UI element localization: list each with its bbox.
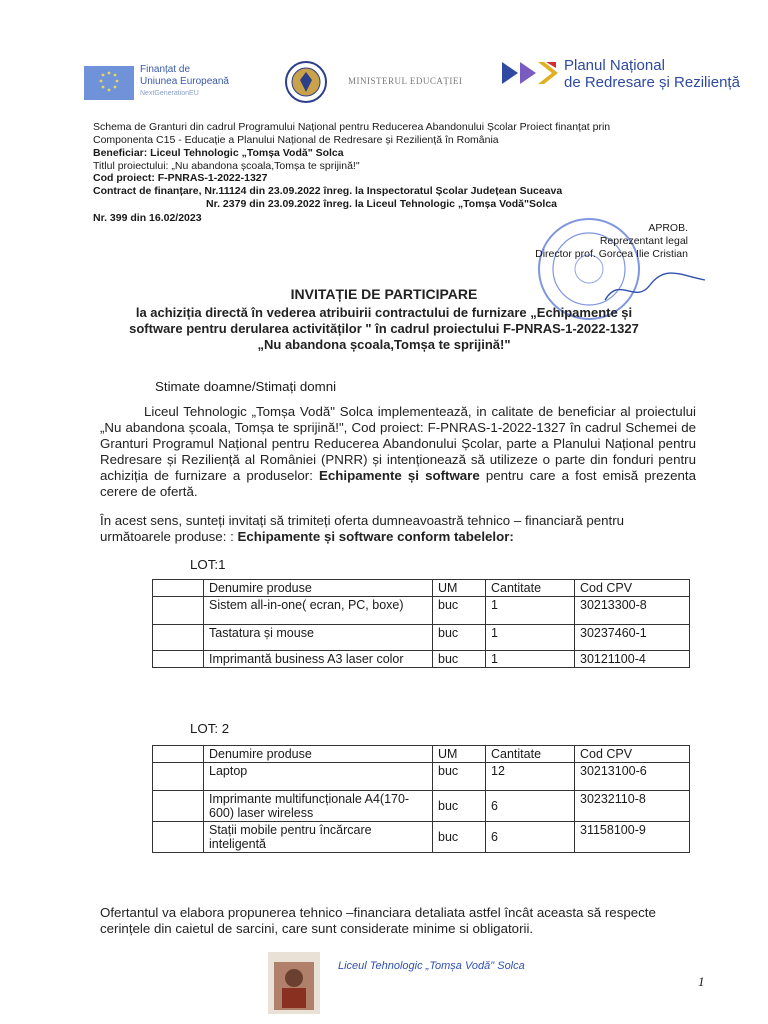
lot-2-table <box>152 745 690 853</box>
table-cell: Sistem all-in-one( ecran, PC, boxe) <box>204 597 433 625</box>
table-cell <box>153 822 204 853</box>
table-cell <box>153 746 204 763</box>
eu-line-1: Finanțat de <box>140 64 191 75</box>
table-cell: buc <box>433 822 486 853</box>
table-header-row <box>153 580 690 597</box>
table-cell: UM <box>433 580 486 597</box>
table-row <box>153 822 690 853</box>
table-row <box>153 625 690 651</box>
eu-line-3: NextGenerationEU <box>140 90 199 97</box>
page-number: 1 <box>698 974 705 989</box>
table-cell <box>153 763 204 791</box>
document-subtitle <box>0 305 768 353</box>
table-cell: 1 <box>486 597 575 625</box>
table-cell: 30121100-4 <box>575 651 690 668</box>
table-cell <box>153 625 204 651</box>
table-cell <box>153 580 204 597</box>
table-cell: 30237460-1 <box>575 625 690 651</box>
lot-1-label: LOT:1 <box>190 557 226 572</box>
subtitle-line-3: „Nu abandona școala,Tomșa te sprijină!" <box>257 337 511 352</box>
table-cell: Tastatura și mouse <box>204 625 433 651</box>
document-title: INVITAȚIE DE PARTICIPARE <box>290 286 478 302</box>
table-cell: buc <box>433 651 486 668</box>
table-cell: 6 <box>486 791 575 822</box>
intro-line-3: Beneficiar: Liceul Tehnologic „Tomșa Vodă" Solca <box>93 147 344 159</box>
invite-bold: Echipamente și software conform tabelelor: <box>237 529 514 544</box>
intro-line-7: Nr. 2379 din 23.09.2022 înreg. la Liceul Tehnologic „Tomșa Vodă"Solca <box>206 198 558 210</box>
table-header-row <box>153 746 690 763</box>
table-row <box>153 651 690 668</box>
table-cell: 1 <box>486 625 575 651</box>
invite-paragraph <box>100 513 696 545</box>
table-cell: buc <box>433 625 486 651</box>
pnrr-arrows-icon <box>500 58 560 88</box>
eu-logo-text <box>140 64 229 100</box>
table-cell: 1 <box>486 651 575 668</box>
subtitle-line-2: software pentru derularea activităților " în cadrul proiectului F-PNRAS-1-2022-1327 <box>129 321 639 336</box>
intro-line-8: Nr. 399 din 16.02/2023 <box>93 212 202 224</box>
body-paragraph <box>100 404 696 500</box>
table-cell <box>153 791 204 822</box>
table-cell: Imprimantă business A3 laser color <box>204 651 433 668</box>
founder-portrait-image <box>268 952 320 1014</box>
footer-school-name: Liceul Tehnologic „Tomșa Vodă" Solca <box>338 960 525 972</box>
table-cell: 30213300-8 <box>575 597 690 625</box>
ministry-label: MINISTERUL EDUCAȚIEI <box>348 76 463 86</box>
table-cell: 6 <box>486 822 575 853</box>
table-cell: Imprimante multifuncționale A4(170-600) laser wireless <box>204 791 433 822</box>
pnrr-line-1: Planul Național <box>564 57 665 74</box>
table-cell: buc <box>433 597 486 625</box>
intro-line-2: Componenta C15 - Educație a Planului Național de Redresare și Reziliență în România <box>93 134 499 146</box>
greeting: Stimate doamne/Stimați domni <box>155 379 337 394</box>
table-cell: 30213100-6 <box>575 763 690 791</box>
body-paragraph-bold: Echipamente și software <box>319 468 480 483</box>
table-cell: Laptop <box>204 763 433 791</box>
table-cell: Stații mobile pentru încărcare inteligentă <box>204 822 433 853</box>
table-cell: buc <box>433 763 486 791</box>
table-cell: 31158100-9 <box>575 822 690 853</box>
table-cell: Cod CPV <box>575 580 690 597</box>
lot-1-table <box>152 579 690 668</box>
pnrr-text <box>564 57 740 91</box>
table-row <box>153 791 690 822</box>
table-cell: Cantitate <box>486 746 575 763</box>
romania-crest-icon <box>284 60 328 104</box>
intro-line-6: Contract de finanțare, Nr.11124 din 23.09.2022 înreg. la Inspectoratul Școlar Județean Suceava <box>93 185 563 197</box>
table-cell <box>153 651 204 668</box>
table-cell: UM <box>433 746 486 763</box>
table-cell: 30232110-8 <box>575 791 690 822</box>
table-cell: Denumire produse <box>204 580 433 597</box>
approval-line-2: Reprezentant legal <box>599 235 688 247</box>
pnrr-line-2: de Redresare și Reziliență <box>564 74 740 91</box>
eu-line-2: Uniunea Europeană <box>140 76 229 87</box>
table-cell <box>153 597 204 625</box>
body-paragraph-tail: pentru care a fost emisă prezenta cerere de ofertă. <box>100 468 697 499</box>
table-cell: Cod CPV <box>575 746 690 763</box>
approval-line-3: Director prof. Gorcea Ilie Cristian <box>535 248 688 260</box>
table-cell: Cantitate <box>486 580 575 597</box>
intro-line-1: Schema de Granturi din cadrul Programului Național pentru Reducerea Abandonului Școlar Proiect finanțat prin <box>93 121 611 133</box>
subtitle-line-1: la achiziția directă în vederea atribuirii contractului de furnizare „Echipamente și <box>135 305 633 320</box>
eu-flag-logo <box>84 66 134 100</box>
table-row <box>153 597 690 625</box>
approval-line-1: APROB. <box>648 222 688 234</box>
table-row <box>153 763 690 791</box>
intro-line-5: Cod proiect: F-PNRAS-1-2022-1327 <box>93 172 268 184</box>
table-cell: buc <box>433 791 486 822</box>
table-cell: Denumire produse <box>204 746 433 763</box>
table-cell: 12 <box>486 763 575 791</box>
body-paragraph-text: Liceul Tehnologic „Tomșa Vodă" Solca implementează, in calitate de beneficiar al proiectului „Nu abandona școala, Tomșa te sprijină!", Cod proiect: F-PNRAS-1-2022-1327 în cadrul Schemei de Granturi Programul Național pentru Reducerea Abandonului Școlar, parte a Planului Național pentru Redresare și Reziliență al României (PNRR) și intenționează să utilizeze o parte din fonduri pentru achiziția de furnizare a produselor: <box>100 404 696 483</box>
invite-text: În acest sens, sunteți invitați să trimiteți oferta dumneavoastră tehnico – financiară pentru următoarele produse: : <box>100 513 625 544</box>
lot-2-label: LOT: 2 <box>190 721 230 736</box>
intro-line-4: Titlul proiectului: „Nu abandona școala,Tomșa te sprijină!" <box>93 160 360 172</box>
closing-paragraph: Ofertantul va elabora propunerea tehnico –financiara detaliata astfel încât aceasta să respecte cerințele din caietul de sarcini, care sunt considerate minime si obligatorii. <box>100 905 656 936</box>
